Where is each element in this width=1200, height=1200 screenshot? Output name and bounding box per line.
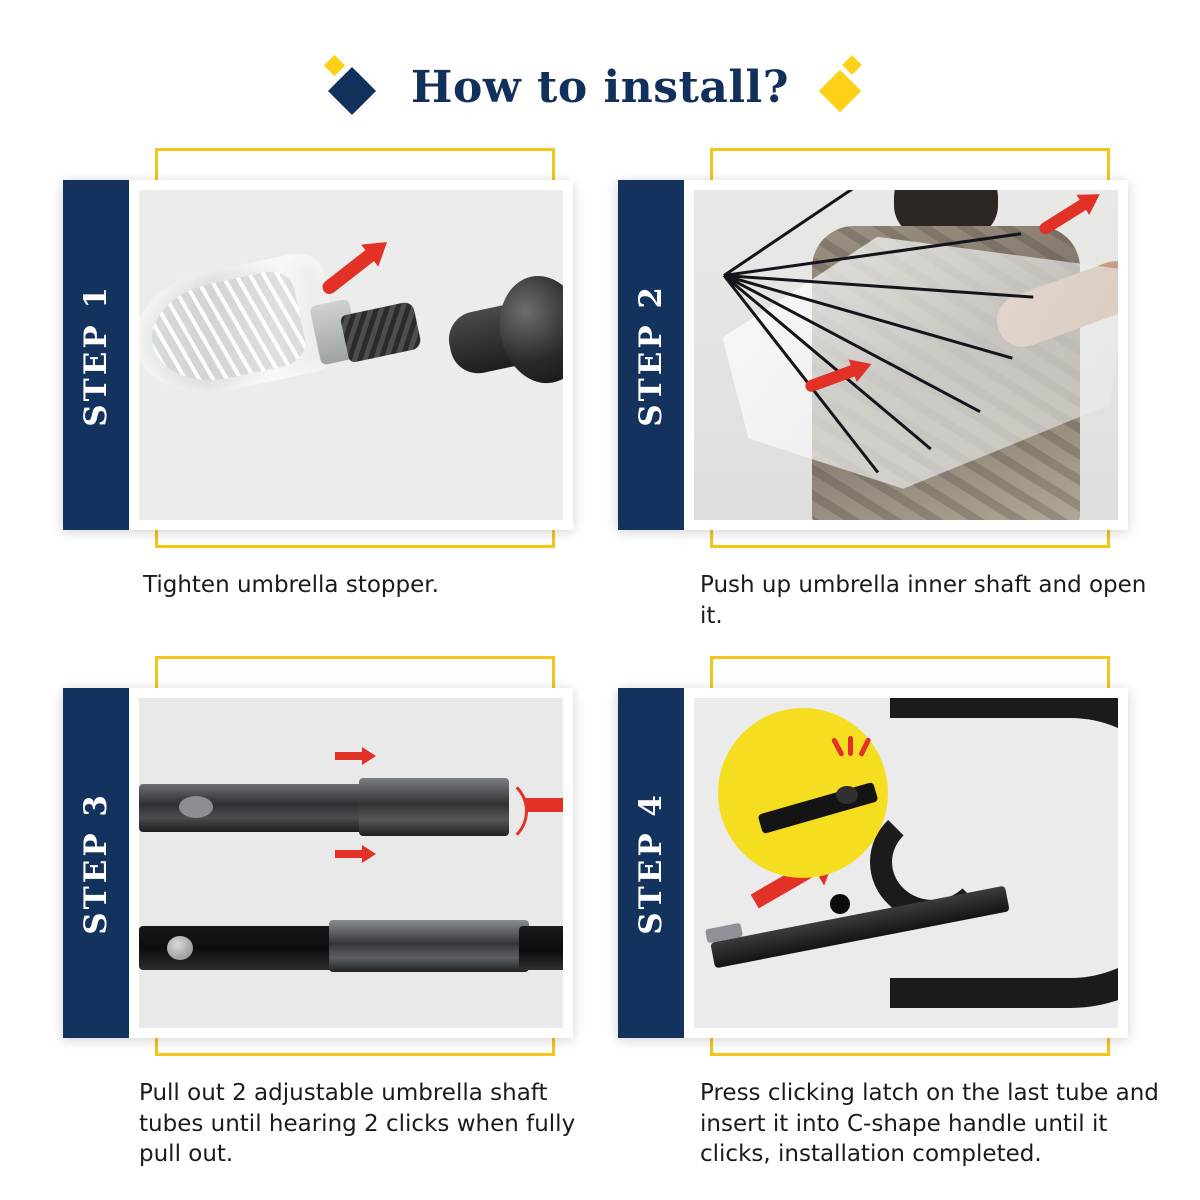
step-card-4 — [610, 648, 1159, 1168]
end-tube-shape — [519, 926, 563, 970]
step-4-label-bar — [618, 688, 684, 1038]
stopper-knob-shape — [490, 268, 563, 391]
diamond-decoration-right — [815, 58, 873, 116]
step-2-label-text: STEP 2 — [633, 283, 669, 427]
zoom-callout-circle — [718, 708, 888, 878]
umbrella-canopy-tip-shape — [139, 249, 343, 408]
step-3-frame — [55, 648, 600, 1068]
step-2-frame — [610, 140, 1155, 560]
small-arrow-icon — [335, 850, 365, 858]
step-1-frame — [55, 140, 600, 560]
step-3-image — [139, 698, 563, 1028]
step-3-caption: Pull out 2 adjustable umbrella shaft tubes until hearing 2 clicks when fully pull out. — [139, 1080, 576, 1168]
middle-tube-shape — [329, 920, 529, 972]
rotate-arrow-icon — [320, 245, 381, 297]
step-3-label-bar — [63, 688, 129, 1038]
callout-latch-button-shape — [836, 786, 858, 804]
step-4-label-text: STEP 4 — [633, 791, 669, 935]
step-card-3 — [55, 648, 600, 1168]
big-yellow-diamond-icon — [819, 70, 861, 112]
step-1-caption: Tighten umbrella stopper. — [143, 572, 439, 598]
small-yellow-diamond-icon — [842, 55, 862, 75]
threaded-screw-shape — [340, 301, 422, 363]
photo-background — [139, 698, 563, 1028]
inner-shaft-tube-shape — [359, 778, 509, 836]
small-yellow-diamond-icon — [324, 55, 345, 76]
umbrella-ribs-shape — [714, 214, 1118, 514]
step-4-photo-card — [618, 688, 1128, 1038]
latch-button-shape — [830, 894, 850, 914]
step-3-label-text: STEP 3 — [78, 791, 114, 935]
step-card-2 — [610, 140, 1155, 629]
step-1-photo-card — [63, 180, 573, 530]
diamond-decoration-left — [327, 58, 385, 116]
page-header — [0, 52, 1200, 122]
latch-hole-shape — [179, 796, 213, 818]
small-arrow-icon — [335, 752, 365, 760]
callout-tube-shape — [758, 782, 879, 834]
pull-out-arrow-icon — [525, 798, 563, 812]
step-1-label-bar — [63, 180, 129, 530]
screw-head-shape — [167, 936, 193, 960]
step-4-caption: Press clicking latch on the last tube and insert it into C-shape handle until it clicks, installation completed. — [700, 1080, 1159, 1168]
step-1-image — [139, 190, 563, 520]
step-2-photo-card — [618, 180, 1128, 530]
step-2-caption: Push up umbrella inner shaft and open it. — [700, 572, 1147, 629]
page-title: How to install? — [410, 61, 790, 113]
step-card-1 — [55, 140, 600, 598]
step-4-frame — [610, 648, 1155, 1068]
step-1-label-text: STEP 1 — [78, 283, 114, 427]
step-2-label-bar — [618, 180, 684, 530]
click-spark-icon — [814, 736, 874, 780]
outer-shaft-tube-shape — [139, 784, 369, 832]
step-2-image — [694, 190, 1118, 520]
step-3-photo-card — [63, 688, 573, 1038]
umbrella-stopper-cap-shape — [429, 268, 563, 404]
step-4-image — [694, 698, 1118, 1028]
